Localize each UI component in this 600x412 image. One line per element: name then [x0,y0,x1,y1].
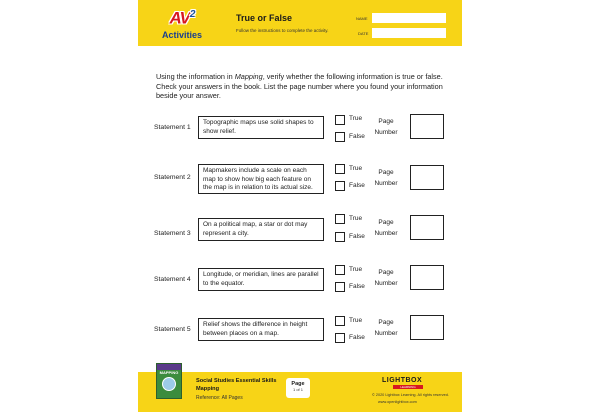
true-label: True [349,266,363,273]
statement-label: Statement 4 [154,276,191,283]
page-number-input[interactable] [410,265,444,290]
true-checkbox[interactable] [335,265,345,275]
false-label: False [349,133,365,140]
page-label: Page [291,381,305,387]
statement-label: Statement 2 [154,174,191,181]
series-title: Social Studies Essential Skills [196,378,277,384]
false-checkbox[interactable] [335,132,345,142]
header-bar [138,0,462,46]
false-checkbox[interactable] [335,282,345,292]
book-title: Mapping [196,386,219,392]
lightbox-logo-sub: LEARNING [393,385,423,389]
page-number-label: Page Number [374,118,398,136]
name-label: NAME [356,16,368,21]
false-label: False [349,334,365,341]
worksheet-page [138,0,462,412]
book-cover-title: MAPPING [159,370,179,375]
name-field[interactable] [372,13,446,23]
statement-label: Statement 5 [154,326,191,333]
date-label: DATE [358,31,369,36]
false-label: False [349,283,365,290]
true-checkbox[interactable] [335,316,345,326]
page-number-input[interactable] [410,215,444,240]
statement-text: On a political map, a star or dot may represent a city. [198,218,324,241]
false-label: False [349,233,365,240]
instructions: Using the information in Mapping, verify whether the following information is true or false. Check your answers in the book. List the page number where you found your information beside your answer. [156,72,443,100]
globe-icon [162,377,176,391]
false-checkbox[interactable] [335,232,345,242]
page-number-input[interactable] [410,114,444,139]
lightbox-logo: LIGHTBOX [382,377,423,384]
page-number-label: Page Number [374,219,398,237]
page-subtitle: Follow the instructions to complete the activity. [236,28,329,33]
true-label: True [349,215,363,222]
true-checkbox[interactable] [335,115,345,125]
copyright-text: © 2020 Lightbox Learning. All rights reserved. [372,393,449,397]
book-cover-image [156,363,182,399]
date-field[interactable] [372,28,446,38]
page-title: True or False [236,13,293,23]
true-label: True [349,165,363,172]
statement-text: Mapmakers include a scale on each map to show how big each feature on the map is in relation to its actual size. [198,164,324,194]
page-number-label: Page Number [374,269,398,287]
statement-text: Longitude, or meridian, lines are parallel to the equator. [198,268,324,291]
true-label: True [349,115,363,122]
true-checkbox[interactable] [335,164,345,174]
false-checkbox[interactable] [335,333,345,343]
false-checkbox[interactable] [335,181,345,191]
statement-text: Relief shows the difference in height between places on a map. [198,318,324,341]
website-link[interactable]: www.openlightbox.com [378,400,417,404]
statement-label: Statement 1 [154,124,191,131]
true-label: True [349,317,363,324]
logo-badge: $AV^2$ [169,8,195,28]
page-badge [286,378,310,398]
page-number-label: Page Number [374,319,398,337]
logo-text: Activities [161,30,203,40]
page-number-input[interactable] [410,165,444,190]
page-number-label: Page Number [374,169,398,187]
reference-text: Reference: All Pages [196,395,243,401]
av2-logo [154,5,210,45]
true-checkbox[interactable] [335,214,345,224]
statement-label: Statement 3 [154,230,191,237]
page-count: 1 of 1 [292,387,303,392]
statement-text: Topographic maps use solid shapes to show relief. [198,116,324,139]
page-number-input[interactable] [410,315,444,340]
false-label: False [349,182,365,189]
